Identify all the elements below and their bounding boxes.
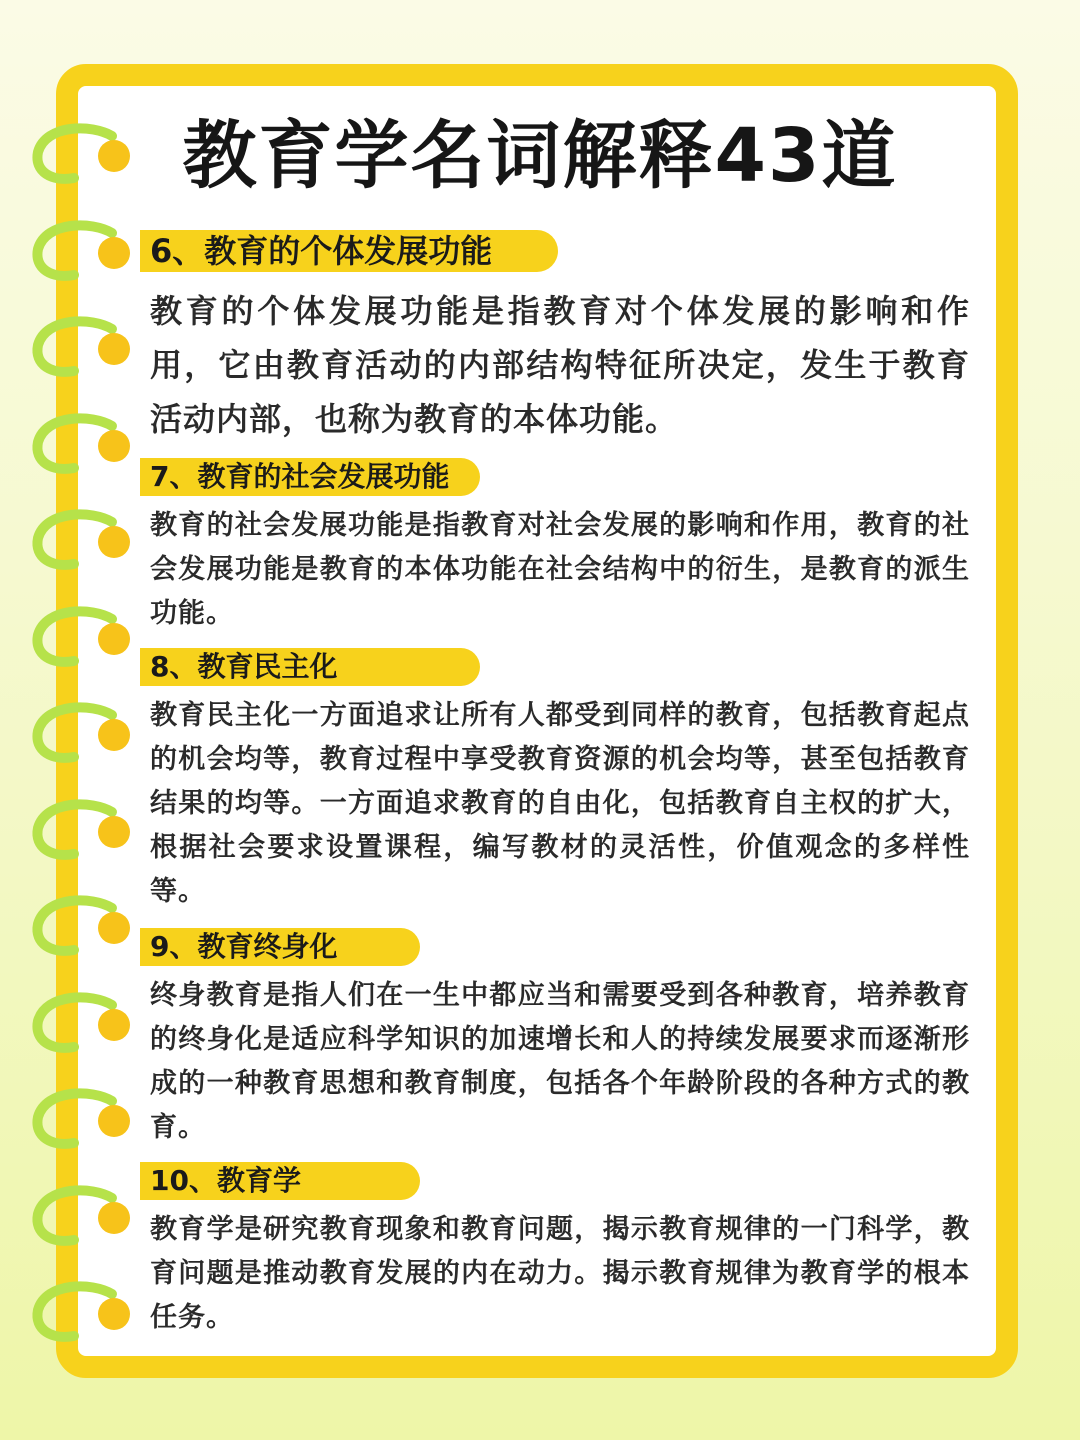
binding-ring-icon <box>30 1087 134 1153</box>
binding-ring-icon <box>30 1280 134 1346</box>
term-heading: 10、教育学 <box>140 1162 420 1200</box>
term-heading: 6、教育的个体发展功能 <box>140 230 558 272</box>
binding-ring-icon <box>30 991 134 1057</box>
binding-ring-icon <box>30 894 134 960</box>
term-definition: 终身教育是指人们在一生中都应当和需要受到各种教育，培养教育的终身化是适应科学知识的加速增长和人的持续发展要求而逐渐形成的一种教育思想和教育制度，包括各个年龄阶段的各种方式的教育。 <box>150 980 970 1143</box>
term-heading: 7、教育的社会发展功能 <box>140 458 480 496</box>
binding-ring-icon <box>30 412 134 478</box>
binding-ring-icon <box>30 1184 134 1250</box>
term-definition: 教育学是研究教育现象和教育问题，揭示教育规律的一门科学，教育问题是推动教育发展的内在动力。揭示教育规律为教育学的根本任务。 <box>150 1214 970 1333</box>
binding-ring-icon <box>30 605 134 671</box>
term-definition: 教育的社会发展功能是指教育对社会发展的影响和作用，教育的社会发展功能是教育的本体功能在社会结构中的衍生，是教育的派生功能。 <box>150 510 970 629</box>
term-section-6 <box>140 230 980 446</box>
term-definition: 教育的个体发展功能是指教育对个体发展的影响和作用，它由教育活动的内部结构特征所决定，发生于教育活动内部，也称为教育的本体功能。 <box>150 292 970 438</box>
term-definition: 教育民主化一方面追求让所有人都受到同样的教育，包括教育起点的机会均等，教育过程中享受教育资源的机会均等，甚至包括教育结果的均等。一方面追求教育的自由化，包括教育自主权的扩大，根据社会要求设置课程，编写教材的灵活性，价值观念的多样性等。 <box>150 700 970 907</box>
term-section-7 <box>140 458 980 636</box>
term-section-10 <box>140 1162 980 1340</box>
binding-ring-icon <box>30 219 134 285</box>
term-section-8 <box>140 648 980 914</box>
page-title: 教育学名词解释43道 <box>182 113 898 199</box>
binding-ring-icon <box>30 315 134 381</box>
term-heading: 9、教育终身化 <box>140 928 420 966</box>
binding-ring-icon <box>30 508 134 574</box>
binding-ring-icon <box>30 798 134 864</box>
binding-ring-icon <box>30 701 134 767</box>
term-heading: 8、教育民主化 <box>140 648 480 686</box>
term-section-9 <box>140 928 980 1150</box>
